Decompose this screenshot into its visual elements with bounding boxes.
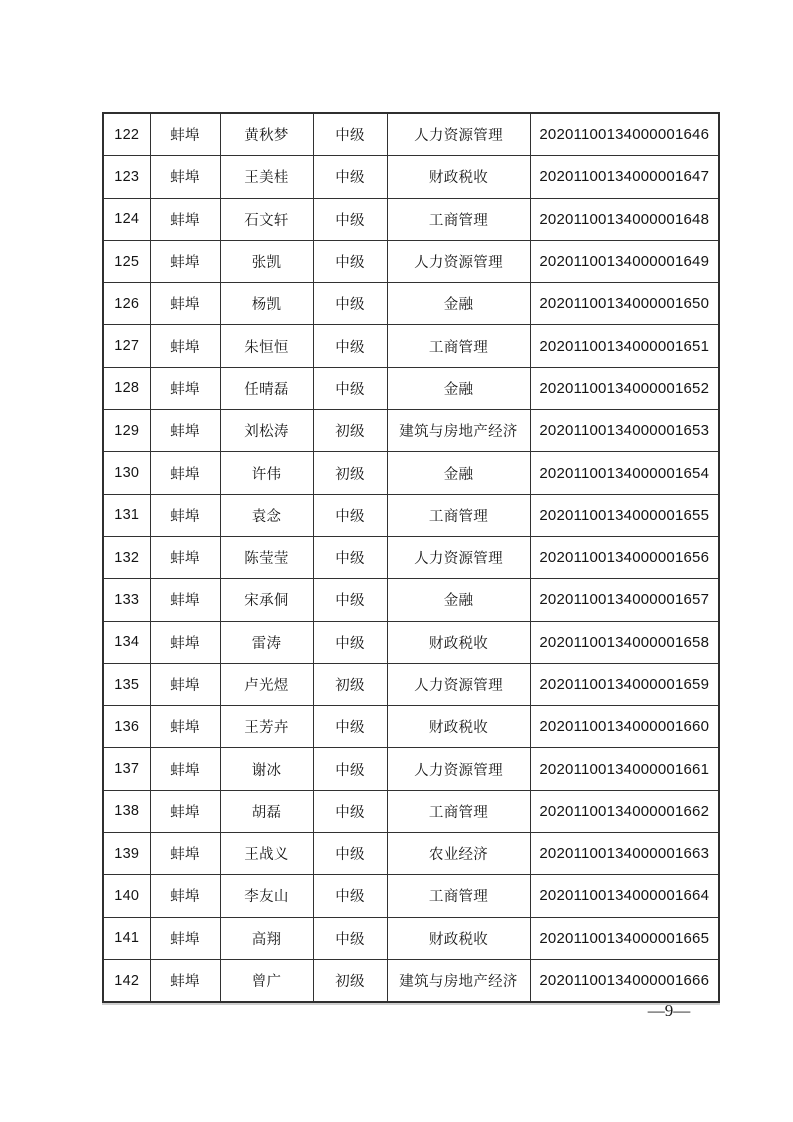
cell-level: 初级: [313, 410, 387, 452]
cell-cert-no: 20201100134000001652: [530, 367, 719, 409]
cell-level: 初级: [313, 959, 387, 1002]
cell-no: 142: [103, 959, 150, 1002]
cell-no: 137: [103, 748, 150, 790]
cell-cert-no: 20201100134000001665: [530, 917, 719, 959]
cell-name: 任晴磊: [220, 367, 313, 409]
cell-name: 刘松涛: [220, 410, 313, 452]
cell-level: 中级: [313, 621, 387, 663]
table-row: [103, 113, 719, 156]
cell-city: 蚌埠: [150, 917, 220, 959]
cell-name: 王芳卉: [220, 706, 313, 748]
cell-cert-no: 20201100134000001648: [530, 198, 719, 240]
cell-city: 蚌埠: [150, 875, 220, 917]
table-row: [103, 833, 719, 875]
cell-level: 中级: [313, 113, 387, 156]
table-row: [103, 452, 719, 494]
cell-city: 蚌埠: [150, 833, 220, 875]
cell-major: 财政税收: [387, 917, 530, 959]
cell-no: 130: [103, 452, 150, 494]
cell-level: 中级: [313, 240, 387, 282]
cell-cert-no: 20201100134000001666: [530, 959, 719, 1002]
cell-cert-no: 20201100134000001646: [530, 113, 719, 156]
cell-level: 初级: [313, 452, 387, 494]
cell-no: 122: [103, 113, 150, 156]
cell-city: 蚌埠: [150, 579, 220, 621]
cell-no: 136: [103, 706, 150, 748]
cell-major: 金融: [387, 452, 530, 494]
cell-level: 中级: [313, 367, 387, 409]
cell-major: 财政税收: [387, 156, 530, 198]
cell-cert-no: 20201100134000001649: [530, 240, 719, 282]
cell-no: 128: [103, 367, 150, 409]
cell-major: 人力资源管理: [387, 748, 530, 790]
cell-major: 工商管理: [387, 325, 530, 367]
cell-cert-no: 20201100134000001650: [530, 283, 719, 325]
table-row: [103, 283, 719, 325]
cell-cert-no: 20201100134000001663: [530, 833, 719, 875]
cell-city: 蚌埠: [150, 663, 220, 705]
table-row: [103, 621, 719, 663]
cell-level: 中级: [313, 536, 387, 578]
cell-cert-no: 20201100134000001654: [530, 452, 719, 494]
cell-cert-no: 20201100134000001658: [530, 621, 719, 663]
cell-major: 农业经济: [387, 833, 530, 875]
cell-name: 雷涛: [220, 621, 313, 663]
cell-major: 人力资源管理: [387, 536, 530, 578]
table-row: [103, 875, 719, 917]
cell-level: 中级: [313, 156, 387, 198]
table-row: [103, 917, 719, 959]
cell-major: 财政税收: [387, 621, 530, 663]
table-row: [103, 790, 719, 832]
cell-no: 134: [103, 621, 150, 663]
cell-cert-no: 20201100134000001657: [530, 579, 719, 621]
cell-city: 蚌埠: [150, 198, 220, 240]
cell-major: 财政税收: [387, 706, 530, 748]
cell-name: 李友山: [220, 875, 313, 917]
table-row: [103, 579, 719, 621]
cell-city: 蚌埠: [150, 748, 220, 790]
cell-major: 金融: [387, 367, 530, 409]
cell-level: 中级: [313, 579, 387, 621]
cell-level: 中级: [313, 833, 387, 875]
cell-name: 黄秋梦: [220, 113, 313, 156]
cell-major: 人力资源管理: [387, 113, 530, 156]
cell-name: 石文轩: [220, 198, 313, 240]
cell-no: 124: [103, 198, 150, 240]
cell-cert-no: 20201100134000001655: [530, 494, 719, 536]
cell-no: 138: [103, 790, 150, 832]
table-row: [103, 494, 719, 536]
cell-city: 蚌埠: [150, 240, 220, 282]
cell-major: 建筑与房地产经济: [387, 959, 530, 1002]
cell-city: 蚌埠: [150, 325, 220, 367]
cell-cert-no: 20201100134000001647: [530, 156, 719, 198]
cell-name: 曾广: [220, 959, 313, 1002]
cell-major: 金融: [387, 283, 530, 325]
table-row: [103, 706, 719, 748]
cell-name: 卢光煜: [220, 663, 313, 705]
cell-level: 中级: [313, 494, 387, 536]
cell-major: 工商管理: [387, 875, 530, 917]
roster-table: [102, 112, 720, 1003]
cell-no: 141: [103, 917, 150, 959]
cell-level: 中级: [313, 283, 387, 325]
cell-major: 建筑与房地产经济: [387, 410, 530, 452]
cell-name: 王战义: [220, 833, 313, 875]
cell-cert-no: 20201100134000001661: [530, 748, 719, 790]
cell-name: 高翔: [220, 917, 313, 959]
table-row: [103, 367, 719, 409]
cell-no: 126: [103, 283, 150, 325]
cell-city: 蚌埠: [150, 494, 220, 536]
cell-name: 陈莹莹: [220, 536, 313, 578]
cell-cert-no: 20201100134000001662: [530, 790, 719, 832]
cell-no: 125: [103, 240, 150, 282]
table-row: [103, 663, 719, 705]
cell-cert-no: 20201100134000001659: [530, 663, 719, 705]
cell-no: 132: [103, 536, 150, 578]
cell-no: 140: [103, 875, 150, 917]
cell-major: 工商管理: [387, 790, 530, 832]
cell-no: 129: [103, 410, 150, 452]
cell-level: 中级: [313, 198, 387, 240]
table-row: [103, 748, 719, 790]
table-row: [103, 198, 719, 240]
cell-name: 谢冰: [220, 748, 313, 790]
cell-level: 初级: [313, 663, 387, 705]
cell-city: 蚌埠: [150, 621, 220, 663]
cell-city: 蚌埠: [150, 790, 220, 832]
cell-no: 131: [103, 494, 150, 536]
cell-city: 蚌埠: [150, 536, 220, 578]
cell-name: 王美桂: [220, 156, 313, 198]
cell-cert-no: 20201100134000001653: [530, 410, 719, 452]
table-row: [103, 240, 719, 282]
cell-city: 蚌埠: [150, 156, 220, 198]
cell-cert-no: 20201100134000001660: [530, 706, 719, 748]
table-row: [103, 959, 719, 1002]
cell-city: 蚌埠: [150, 452, 220, 494]
cell-major: 工商管理: [387, 198, 530, 240]
cell-name: 袁念: [220, 494, 313, 536]
cell-level: 中级: [313, 790, 387, 832]
cell-name: 宋承侗: [220, 579, 313, 621]
cell-name: 许伟: [220, 452, 313, 494]
cell-major: 工商管理: [387, 494, 530, 536]
cell-level: 中级: [313, 706, 387, 748]
table-row: [103, 325, 719, 367]
cell-name: 杨凯: [220, 283, 313, 325]
cell-level: 中级: [313, 325, 387, 367]
cell-major: 人力资源管理: [387, 240, 530, 282]
cell-no: 139: [103, 833, 150, 875]
cell-cert-no: 20201100134000001651: [530, 325, 719, 367]
table-row: [103, 410, 719, 452]
cell-no: 133: [103, 579, 150, 621]
cell-no: 123: [103, 156, 150, 198]
cell-name: 张凯: [220, 240, 313, 282]
cell-city: 蚌埠: [150, 113, 220, 156]
cell-no: 127: [103, 325, 150, 367]
page-number: —9—: [647, 1001, 691, 1020]
cell-major: 金融: [387, 579, 530, 621]
cell-city: 蚌埠: [150, 283, 220, 325]
cell-cert-no: 20201100134000001656: [530, 536, 719, 578]
cell-no: 135: [103, 663, 150, 705]
cell-level: 中级: [313, 875, 387, 917]
cell-city: 蚌埠: [150, 959, 220, 1002]
cell-city: 蚌埠: [150, 367, 220, 409]
cell-level: 中级: [313, 748, 387, 790]
cell-major: 人力资源管理: [387, 663, 530, 705]
cell-city: 蚌埠: [150, 706, 220, 748]
cell-cert-no: 20201100134000001664: [530, 875, 719, 917]
cell-city: 蚌埠: [150, 410, 220, 452]
cell-name: 朱恒恒: [220, 325, 313, 367]
cell-name: 胡磊: [220, 790, 313, 832]
cell-level: 中级: [313, 917, 387, 959]
table-row: [103, 536, 719, 578]
table-row: [103, 156, 719, 198]
